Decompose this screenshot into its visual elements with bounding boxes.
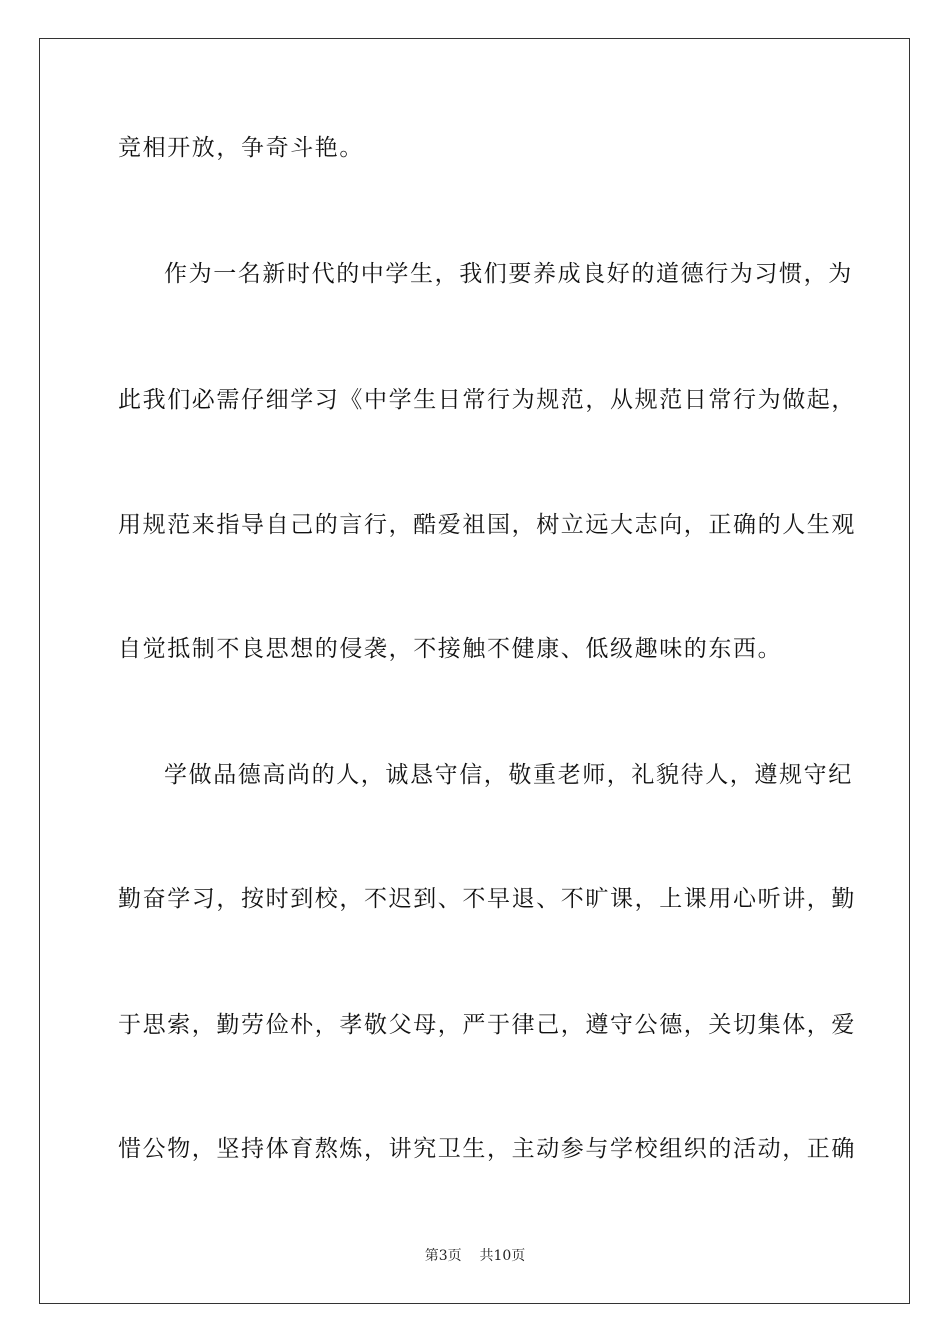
body-text-line: 于思索，勤劳俭朴，孝敬父母，严于律己，遵守公德，关切集体，爱	[118, 1012, 856, 1038]
paragraph-first-line: 作为一名新时代的中学生，我们要养成良好的道德行为习惯，为	[164, 261, 853, 287]
body-text-line: 用规范来指导自己的言行，酷爱祖国，树立远大志向，正确的人生观	[118, 512, 856, 538]
body-text-line: 勤奋学习，按时到校，不迟到、不早退、不旷课，上课用心听讲，勤	[118, 886, 856, 912]
body-text-line: 此我们必需仔细学习《中学生日常行为规范，从规范日常行为做起，	[118, 387, 856, 413]
paragraph-first-line: 学做品德高尚的人，诚恳守信，敬重老师，礼貌待人，遵规守纪	[164, 762, 853, 788]
body-text-line: 自觉抵制不良思想的侵袭，不接触不健康、低级趣味的东西。	[118, 636, 783, 662]
page-border	[39, 38, 910, 1304]
body-text-line: 惜公物，坚持体育熬炼，讲究卫生，主动参与学校组织的活动，正确	[118, 1136, 856, 1162]
page-footer: 第3页 共10页	[424, 1248, 526, 1264]
body-text-line: 竞相开放，争奇斗艳。	[118, 135, 364, 161]
